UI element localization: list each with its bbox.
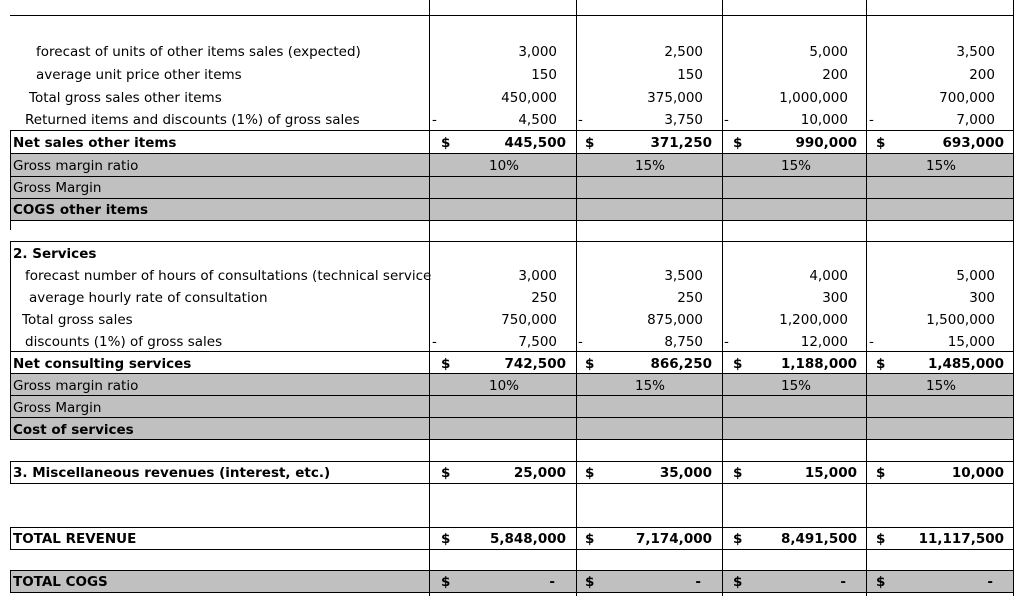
svc-cost-label: Cost of services (13, 422, 134, 438)
other-margin-ratio-cell: 10% (489, 158, 520, 174)
minus-sign: - (578, 112, 583, 128)
svc-rate-label: average hourly rate of consultation (29, 290, 268, 306)
total-revenue-cell: 7,174,000 (635, 531, 712, 547)
other-margin-ratio-cell: 15% (781, 158, 812, 174)
total-cogs-row-bg (10, 570, 1014, 592)
column-border (576, 0, 577, 596)
currency-symbol: $ (441, 135, 451, 151)
row-border (10, 153, 1014, 154)
other-unit-price-cell: 200 (822, 67, 848, 83)
svc-hours-cell: 5,000 (956, 268, 995, 284)
row-border (10, 220, 1014, 221)
svc-discounts-cell: 12,000 (800, 334, 848, 350)
row-border (10, 176, 1014, 177)
svc-margin-ratio-cell: 15% (635, 378, 666, 394)
row-border (10, 570, 1014, 571)
currency-symbol: $ (441, 531, 451, 547)
other-cogs-label: COGS other items (13, 202, 149, 218)
misc-cell: 35,000 (659, 465, 712, 481)
left-border (10, 241, 11, 440)
left-border (10, 570, 11, 592)
services-header: 2. Services (13, 246, 97, 262)
currency-symbol: $ (585, 531, 595, 547)
row-border (10, 241, 1014, 242)
svc-discounts-cell: 7,500 (518, 334, 557, 350)
svc-rate-cell: 300 (822, 290, 848, 306)
row-border (10, 130, 1014, 131)
svc-discounts-cell: 8,750 (664, 334, 703, 350)
svc-gross-cell: 1,500,000 (926, 312, 995, 328)
currency-symbol: $ (876, 135, 886, 151)
total-cogs-cell: - (549, 574, 555, 590)
row-border (10, 395, 1014, 396)
other-gross-margin-label: Gross Margin (13, 180, 102, 196)
other-net-cell: 445,500 (504, 135, 566, 151)
svc-hours-cell: 4,000 (809, 268, 848, 284)
currency-symbol: $ (733, 531, 743, 547)
other-gross-cell: 450,000 (501, 90, 557, 106)
svc-discounts-cell: 15,000 (947, 334, 995, 350)
column-border (429, 0, 430, 596)
left-border (10, 130, 11, 230)
other-margin-ratio-label: Gross margin ratio (13, 158, 139, 174)
currency-symbol: $ (733, 135, 743, 151)
total-cogs-cell: - (840, 574, 846, 590)
svc-rate-cell: 250 (531, 290, 557, 306)
currency-symbol: $ (733, 574, 743, 590)
currency-symbol: $ (585, 465, 595, 481)
other-gross-margin-row-bg (10, 176, 1014, 198)
svc-gross-label: Total gross sales (22, 312, 133, 328)
svc-net-cell: 866,250 (650, 356, 712, 372)
total-cogs-cell: - (987, 574, 993, 590)
minus-sign: - (724, 112, 729, 128)
svc-gross-cell: 750,000 (501, 312, 557, 328)
total-cogs-label: TOTAL COGS (13, 574, 108, 590)
svc-margin-ratio-cell: 10% (489, 378, 520, 394)
row-border (10, 483, 1014, 484)
other-unit-price-cell: 200 (969, 67, 995, 83)
svc-net-cell: 742,500 (504, 356, 566, 372)
left-border (10, 461, 11, 483)
other-unit-price-cell: 150 (531, 67, 557, 83)
other-returns-cell: 7,000 (956, 112, 995, 128)
misc-cell: 10,000 (951, 465, 1004, 481)
minus-sign: - (724, 334, 729, 350)
column-border (1013, 0, 1014, 596)
svc-gross-cell: 875,000 (647, 312, 703, 328)
other-gross-cell: 1,000,000 (779, 90, 848, 106)
svc-gross-margin-label: Gross Margin (13, 400, 102, 416)
svc-rate-cell: 300 (969, 290, 995, 306)
other-forecast-cell: 3,500 (956, 44, 995, 60)
currency-symbol: $ (876, 356, 886, 372)
svc-cost-row-bg (10, 417, 1014, 439)
minus-sign: - (432, 334, 437, 350)
row-border (10, 351, 1014, 352)
svc-gross-margin-row-bg (10, 395, 1014, 417)
row-border (10, 592, 1014, 593)
row-border (10, 15, 1014, 16)
svc-margin-ratio-cell: 15% (781, 378, 812, 394)
currency-symbol: $ (876, 574, 886, 590)
currency-symbol: $ (585, 356, 595, 372)
svc-net-cell: 1,188,000 (780, 356, 857, 372)
svc-hours-label: forecast number of hours of consultations (technical service (25, 268, 432, 284)
other-forecast-label: forecast of units of other items sales (expected) (36, 44, 361, 60)
currency-symbol: $ (876, 465, 886, 481)
other-returns-label: Returned items and discounts (1%) of gross sales (25, 112, 360, 128)
other-returns-cell: 10,000 (800, 112, 848, 128)
svc-hours-cell: 3,500 (664, 268, 703, 284)
column-border (866, 0, 867, 596)
other-net-cell: 693,000 (942, 135, 1004, 151)
other-gross-cell: 375,000 (647, 90, 703, 106)
svc-net-label: Net consulting services (13, 356, 192, 372)
other-forecast-cell: 3,000 (518, 44, 557, 60)
other-margin-ratio-cell: 15% (635, 158, 666, 174)
currency-symbol: $ (876, 531, 886, 547)
currency-symbol: $ (733, 356, 743, 372)
row-border (10, 527, 1014, 528)
column-border (722, 0, 723, 596)
minus-sign: - (578, 334, 583, 350)
currency-symbol: $ (441, 356, 451, 372)
svc-margin-ratio-cell: 15% (926, 378, 957, 394)
total-revenue-cell: 11,117,500 (918, 531, 1004, 547)
other-returns-cell: 3,750 (664, 112, 703, 128)
other-returns-cell: 4,500 (518, 112, 557, 128)
misc-cell: 15,000 (804, 465, 857, 481)
row-border (10, 373, 1014, 374)
currency-symbol: $ (733, 465, 743, 481)
misc-cell: 25,000 (513, 465, 566, 481)
row-border (10, 439, 1014, 440)
minus-sign: - (432, 112, 437, 128)
other-gross-label: Total gross sales other items (29, 90, 222, 106)
svc-gross-cell: 1,200,000 (779, 312, 848, 328)
minus-sign: - (869, 112, 874, 128)
row-border (10, 417, 1014, 418)
svc-net-cell: 1,485,000 (927, 356, 1004, 372)
currency-symbol: $ (585, 135, 595, 151)
currency-symbol: $ (585, 574, 595, 590)
total-revenue-cell: 8,491,500 (780, 531, 857, 547)
svc-margin-ratio-label: Gross margin ratio (13, 378, 139, 394)
total-cogs-cell: - (695, 574, 701, 590)
total-revenue-label: TOTAL REVENUE (13, 531, 137, 547)
misc-label: 3. Miscellaneous revenues (interest, etc.) (13, 465, 331, 481)
currency-symbol: $ (441, 574, 451, 590)
other-unit-price-label: average unit price other items (36, 67, 242, 83)
currency-symbol: $ (441, 465, 451, 481)
other-gross-cell: 700,000 (939, 90, 995, 106)
other-margin-ratio-cell: 15% (926, 158, 957, 174)
svc-discounts-label: discounts (1%) of gross sales (25, 334, 223, 350)
other-net-label: Net sales other items (13, 135, 177, 151)
other-net-cell: 990,000 (795, 135, 857, 151)
other-forecast-cell: 5,000 (809, 44, 848, 60)
row-border (10, 198, 1014, 199)
row-border (10, 461, 1014, 462)
other-unit-price-cell: 150 (677, 67, 703, 83)
svc-rate-cell: 250 (677, 290, 703, 306)
other-forecast-cell: 2,500 (664, 44, 703, 60)
minus-sign: - (869, 334, 874, 350)
other-cogs-row-bg (10, 198, 1014, 220)
left-border (10, 527, 11, 549)
other-net-cell: 371,250 (650, 135, 712, 151)
svc-hours-cell: 3,000 (518, 268, 557, 284)
total-revenue-cell: 5,848,000 (489, 531, 566, 547)
row-border (10, 549, 1014, 550)
